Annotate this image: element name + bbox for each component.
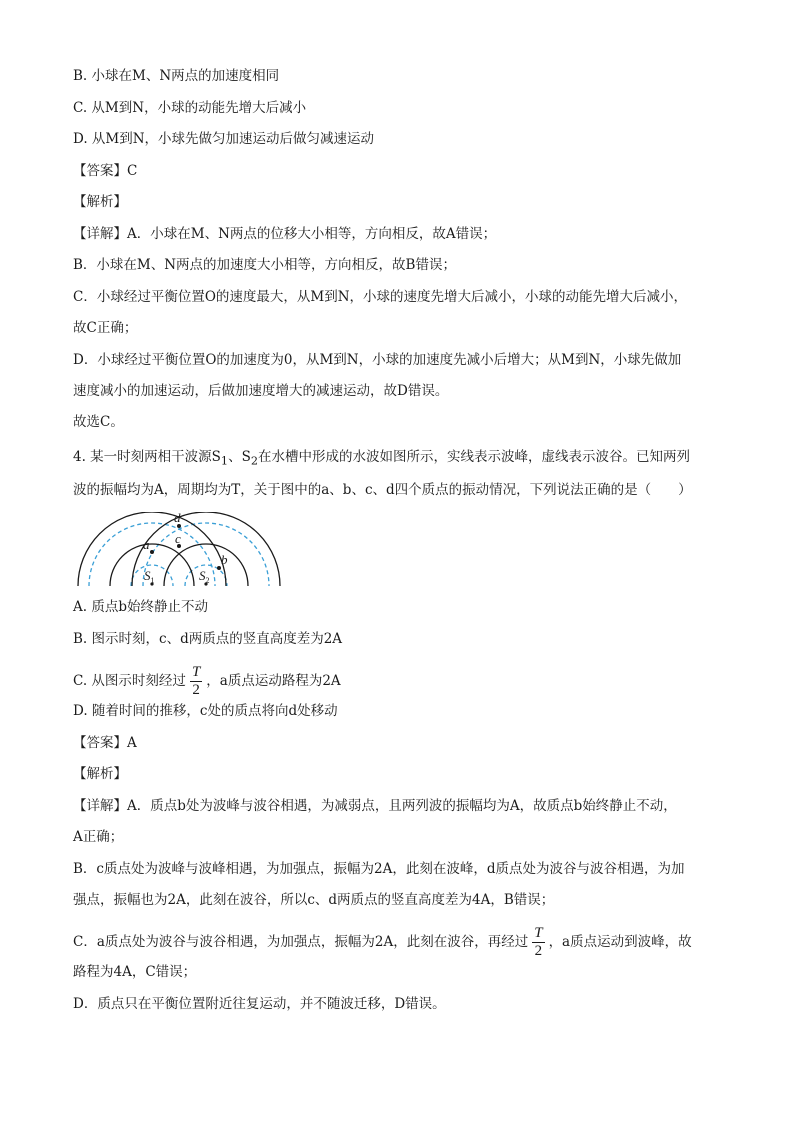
answer-line [73,162,137,180]
label-s2-letter: S [199,568,206,583]
label-a: a [143,537,150,552]
detail-fraction-t-over-2 [532,925,544,960]
label-c: c [175,531,181,546]
q4-option-c-pre: C. 从图示时刻经过 [73,673,186,689]
analysis-label: 【解析】 [73,194,127,210]
label-s2 [199,568,210,585]
q4-answer-label: 【答案】 [73,735,127,751]
option-b: B. 小球在M、N两点的加速度相同 [73,68,280,84]
q4-detail-a-line2: A正确； [73,829,124,845]
label-s1-letter: S [144,568,151,583]
q4-option-c-post: ，a质点运动路程为2A [206,673,341,689]
q4-option-a: A. 质点b始终静止不动 [73,599,208,615]
detail-b: B．小球在M、N两点的加速度大小相等，方向相反，故B错误； [73,257,456,273]
label-d: d [174,512,181,525]
q4-option-d: D. 随着时间的推移，c处的质点将向d处移动 [73,703,338,719]
conclusion: 故选C。 [73,414,124,430]
q4-option-b: B. 图示时刻，c、d两质点的竖直高度差为2A [73,631,343,647]
label-b: b [221,552,228,567]
q4-analysis-label: 【解析】 [73,766,127,782]
detail-d-line2: 速度减小的加速运动，后做加速度增大的减速运动，故D错误。 [73,383,449,399]
q4-detail-b-line2: 强点，振幅也为2A，此刻在波谷，所以c、d两质点的竖直高度差为4A，B错误； [73,892,555,908]
wave-interference-figure [77,512,287,590]
option-c: C. 从M到N，小球的动能先增大后减小 [73,100,307,116]
fraction-numerator: T [191,664,201,680]
detail-d-line1: D．小球经过平衡位置O的加速度为0，从M到N，小球的加速度先减小后增大；从M到N，小球先做加 [73,352,682,368]
q4-detail-c-line1 [73,925,692,960]
label-s2-sub: 2 [205,576,210,585]
q4-stem-sep: 、S [228,449,251,465]
q4-answer-value: A [127,735,137,751]
q4-stem-start: 4. 某一时刻两相干波源S [73,449,221,465]
detail-a: 【详解】A．小球在M、N两点的位移大小相等，方向相反，故A错误； [73,226,497,242]
q4-stem-line2: 波的振幅均为A，周期均为T，关于图中的a、b、c、d四个质点的振动情况，下列说法正确的是（ ） [73,482,692,498]
q4-detail-c-line2: 路程为4A，C错误； [73,964,197,980]
q4-detail-c-post: ，a质点运动到波峰，故 [548,934,692,950]
option-d: D. 从M到N，小球先做匀加速运动后做匀减速运动 [73,131,375,147]
q4-stem-sub2: 2 [250,454,259,468]
q4-answer-line [73,734,137,752]
point-a-dot [150,550,154,554]
q4-detail-c-pre: C．a质点处为波谷与波谷相遇，为加强点，振幅为2A，此刻在波谷，再经过 [73,934,529,950]
detail-c-line1: C．小球经过平衡位置O的速度最大，从M到N，小球的速度先增大后减小，小球的动能先增大后减小， [73,289,688,305]
detail-c-line2: 故C正确； [73,320,138,336]
label-s1 [144,568,155,585]
answer-label: 【答案】 [73,163,127,179]
answer-value: C [127,163,138,179]
detail-fraction-numerator: T [534,925,543,941]
fraction-denominator: 2 [192,682,200,698]
q4-stem-line1 [73,448,690,471]
q4-detail-d: D．质点只在平衡位置附近往复运动，并不随波迁移，D错误。 [73,996,446,1012]
detail-fraction-denominator: 2 [534,943,543,959]
q4-option-c [73,664,341,699]
q4-stem-end: 在水槽中形成的水波如图所示，实线表示波峰，虚线表示波谷。已知两列 [258,449,691,465]
fraction-t-over-2 [190,664,202,699]
q4-stem-sub1: 1 [220,454,229,468]
q4-detail-b-line1: B．c质点处为波峰与波峰相遇，为加强点，振幅为2A，此刻在波峰，d质点处为波谷与波谷相遇，为加 [73,861,685,877]
label-s1-sub: 1 [150,576,155,585]
q4-detail-a-line1: 【详解】A．质点b处为波峰与波谷相遇，为减弱点，且两列波的振幅均为A，故质点b始终静止不动， [73,798,677,814]
